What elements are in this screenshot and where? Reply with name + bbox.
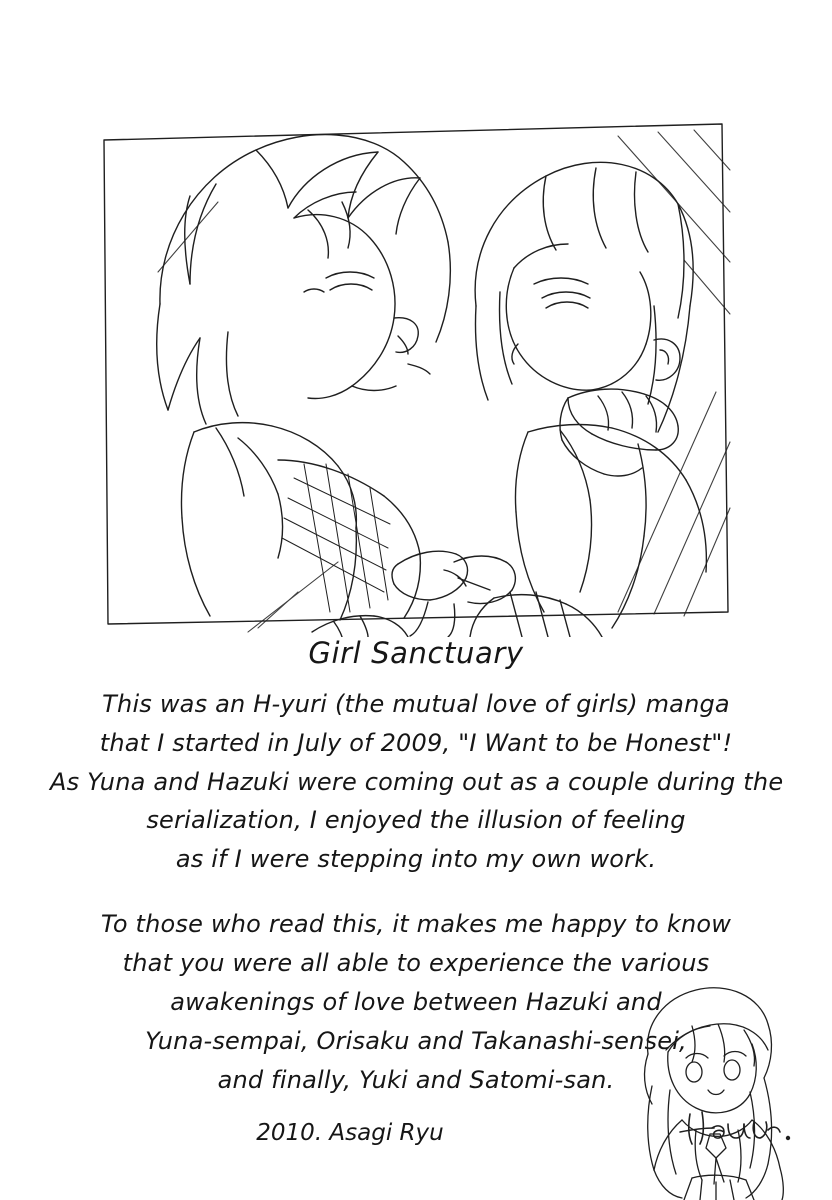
- afterword-line: that I started in July of 2009, "I Want to be Honest"!: [99, 728, 733, 757]
- handwritten-signature-mark: [676, 1106, 796, 1150]
- afterword-line: and finally, Yuki and Satomi-san.: [217, 1065, 615, 1094]
- two-girls-kissing-illustration: [98, 92, 734, 637]
- afterword-line: that you were all able to experience the various: [122, 949, 710, 978]
- afterword-line: Yuna-sempai, Orisaku and Takanashi-sensei,: [145, 1026, 687, 1055]
- afterword-paragraph-1: [50, 685, 782, 879]
- afterword-line: as if I were stepping into my own work.: [175, 845, 657, 874]
- afterword-line: To those who read this, it makes me happy to know: [100, 910, 732, 939]
- afterword-line: This was an H-yuri (the mutual love of girls) manga: [102, 689, 730, 718]
- chibi-character-illustration: [596, 980, 832, 1200]
- page-title: Girl Sanctuary: [308, 636, 524, 670]
- author-signature: 2010. Asagi Ryu: [256, 1120, 444, 1146]
- afterword-line: As Yuna and Hazuki were coming out as a couple during the: [50, 767, 784, 796]
- afterword-line: serialization, I enjoyed the illusion of feeling: [146, 806, 686, 835]
- afterword-line: awakenings of love between Hazuki and: [170, 987, 662, 1016]
